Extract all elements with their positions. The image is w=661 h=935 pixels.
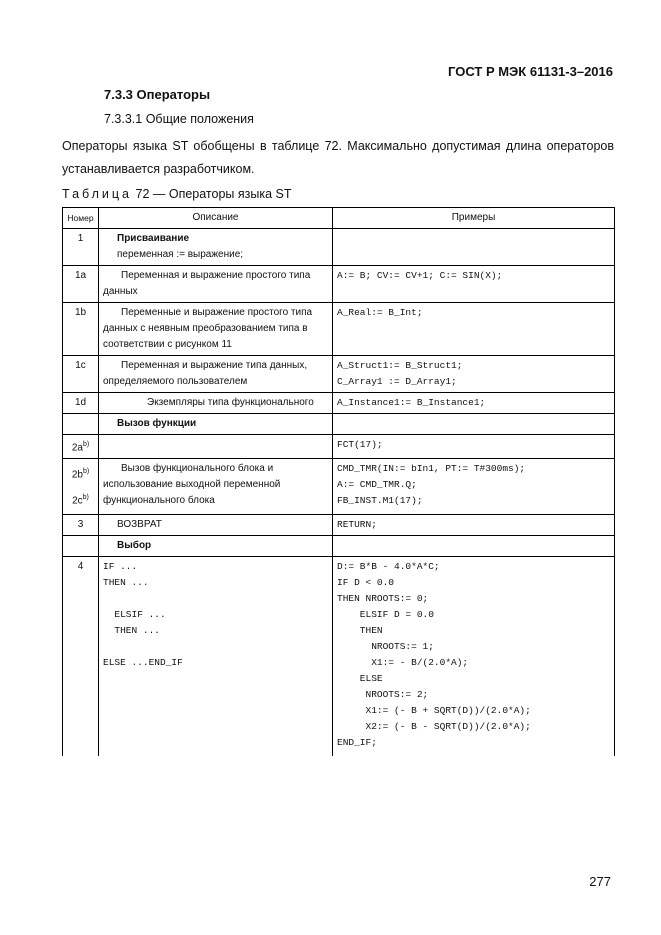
example-line: A_Struct1:= B_Struct1; <box>337 360 463 371</box>
table-row <box>63 514 615 535</box>
header-number: Номер <box>63 208 99 229</box>
code-line: X1:= - B/(2.0*A); <box>337 656 469 668</box>
table-row <box>63 459 615 515</box>
row-description <box>99 556 333 756</box>
code-line: ELSIF ... <box>103 608 166 620</box>
row-example: A_Instance1:= B_Instance1; <box>333 393 615 414</box>
code-line: ELSE <box>337 672 383 684</box>
code-line <box>103 639 328 655</box>
code-line <box>103 591 328 607</box>
row-description: Вызов функционального блока и использование выходной переменной функционального блока <box>99 459 333 515</box>
row-number-text: 2c <box>72 494 83 506</box>
caption-prefix: Таблица <box>62 187 133 201</box>
row-number: 1c <box>63 356 99 393</box>
code-line: THEN ... <box>103 576 149 588</box>
row-example <box>333 356 615 393</box>
code-line: END_IF; <box>337 736 377 748</box>
code-line: IF ... <box>103 560 138 572</box>
code-line: THEN ... <box>103 624 161 636</box>
operators-table <box>62 207 615 756</box>
row-number <box>63 459 99 515</box>
code-line: THEN <box>337 624 383 636</box>
example-line: FB_INST.M1(17); <box>337 495 423 507</box>
table-row <box>63 435 615 459</box>
group-title: Вызов функции <box>99 414 333 435</box>
code-line: NROOTS:= 1; <box>337 640 434 652</box>
row-example <box>333 229 615 266</box>
code-line: ELSIF D = 0.0 <box>337 608 434 620</box>
table-row <box>63 535 615 556</box>
group-title: Выбор <box>99 535 333 556</box>
row-example: RETURN; <box>333 514 615 535</box>
row-description <box>99 229 333 266</box>
row-number-text: 2b <box>71 469 83 481</box>
row-example <box>333 556 615 756</box>
row-description: Переменная и выражение типа данных, определяемого пользователем <box>99 356 333 393</box>
caption-text: 72 — Операторы языка ST <box>135 187 292 201</box>
row-example: A_Real:= B_Int; <box>333 303 615 356</box>
row-description <box>99 435 333 459</box>
table-row <box>63 356 615 393</box>
body-paragraph: Операторы языка ST обобщены в таблице 72. Максимально допустимая длина операторов устанавливается разработчиком. <box>62 139 614 176</box>
example-line: CMD_TMR(IN:= bIn1, PT:= T#300ms); <box>337 463 526 475</box>
table-row <box>63 414 615 435</box>
row-number: 1 <box>63 229 99 266</box>
row-number <box>63 535 99 556</box>
row-number <box>63 414 99 435</box>
row-number-text: 2a <box>71 442 83 454</box>
row-example <box>333 535 615 556</box>
row-description: ВОЗВРАТ <box>99 514 333 535</box>
row-description: Экземпляры типа функционального <box>99 393 333 414</box>
desc-text: переменная := выражение; <box>117 249 244 260</box>
example-line: A:= CMD_TMR.Q; <box>337 479 417 491</box>
code-line: D:= B*B - 4.0*A*C; <box>337 560 440 572</box>
table-caption <box>62 187 292 201</box>
section-title: 7.3.3 Операторы <box>104 87 211 102</box>
row-number: 1a <box>63 266 99 303</box>
row-example: FCT(17); <box>333 435 615 459</box>
footnote-marker: b) <box>82 468 90 476</box>
row-example: A:= B; CV:= CV+1; C:= SIN(X); <box>333 266 615 303</box>
row-number: 1b <box>63 303 99 356</box>
example-line: C_Array1 := D_Array1; <box>337 376 457 387</box>
footnote-marker: b) <box>82 441 90 448</box>
page-number: 277 <box>589 874 611 889</box>
row-description: Переменная и выражение простого типа данных <box>99 266 333 303</box>
row-number <box>63 435 99 459</box>
code-line: X2:= (- B - SQRT(D))/(2.0*A); <box>337 720 531 732</box>
row-example <box>333 414 615 435</box>
table-row <box>63 303 615 356</box>
group-title: Присваивание <box>117 233 190 244</box>
header-description: Описание <box>99 208 333 229</box>
table-row <box>63 266 615 303</box>
row-number: 3 <box>63 514 99 535</box>
row-example <box>333 459 615 515</box>
table-header-row <box>63 208 615 229</box>
code-line: NROOTS:= 2; <box>337 688 429 700</box>
code-line: X1:= (- B + SQRT(D))/(2.0*A); <box>337 704 531 716</box>
row-number: 4 <box>63 556 99 756</box>
row-number: 1d <box>63 393 99 414</box>
code-line: IF D < 0.0 <box>337 576 395 588</box>
footnote-marker: b) <box>82 493 89 501</box>
document-header: ГОСТ Р МЭК 61131-3–2016 <box>448 64 613 79</box>
row-description: Переменные и выражение простого типа данных с неявным преобразованием типа в соответствии с рисунком 11 <box>99 303 333 356</box>
table-row <box>63 229 615 266</box>
table-row <box>63 556 615 756</box>
code-line: THEN NROOTS:= 0; <box>337 592 429 604</box>
table-row <box>63 393 615 414</box>
header-examples: Примеры <box>333 208 615 229</box>
code-line: ELSE ...END_IF <box>103 656 183 668</box>
subsection-title: 7.3.3.1 Общие положения <box>104 112 254 126</box>
